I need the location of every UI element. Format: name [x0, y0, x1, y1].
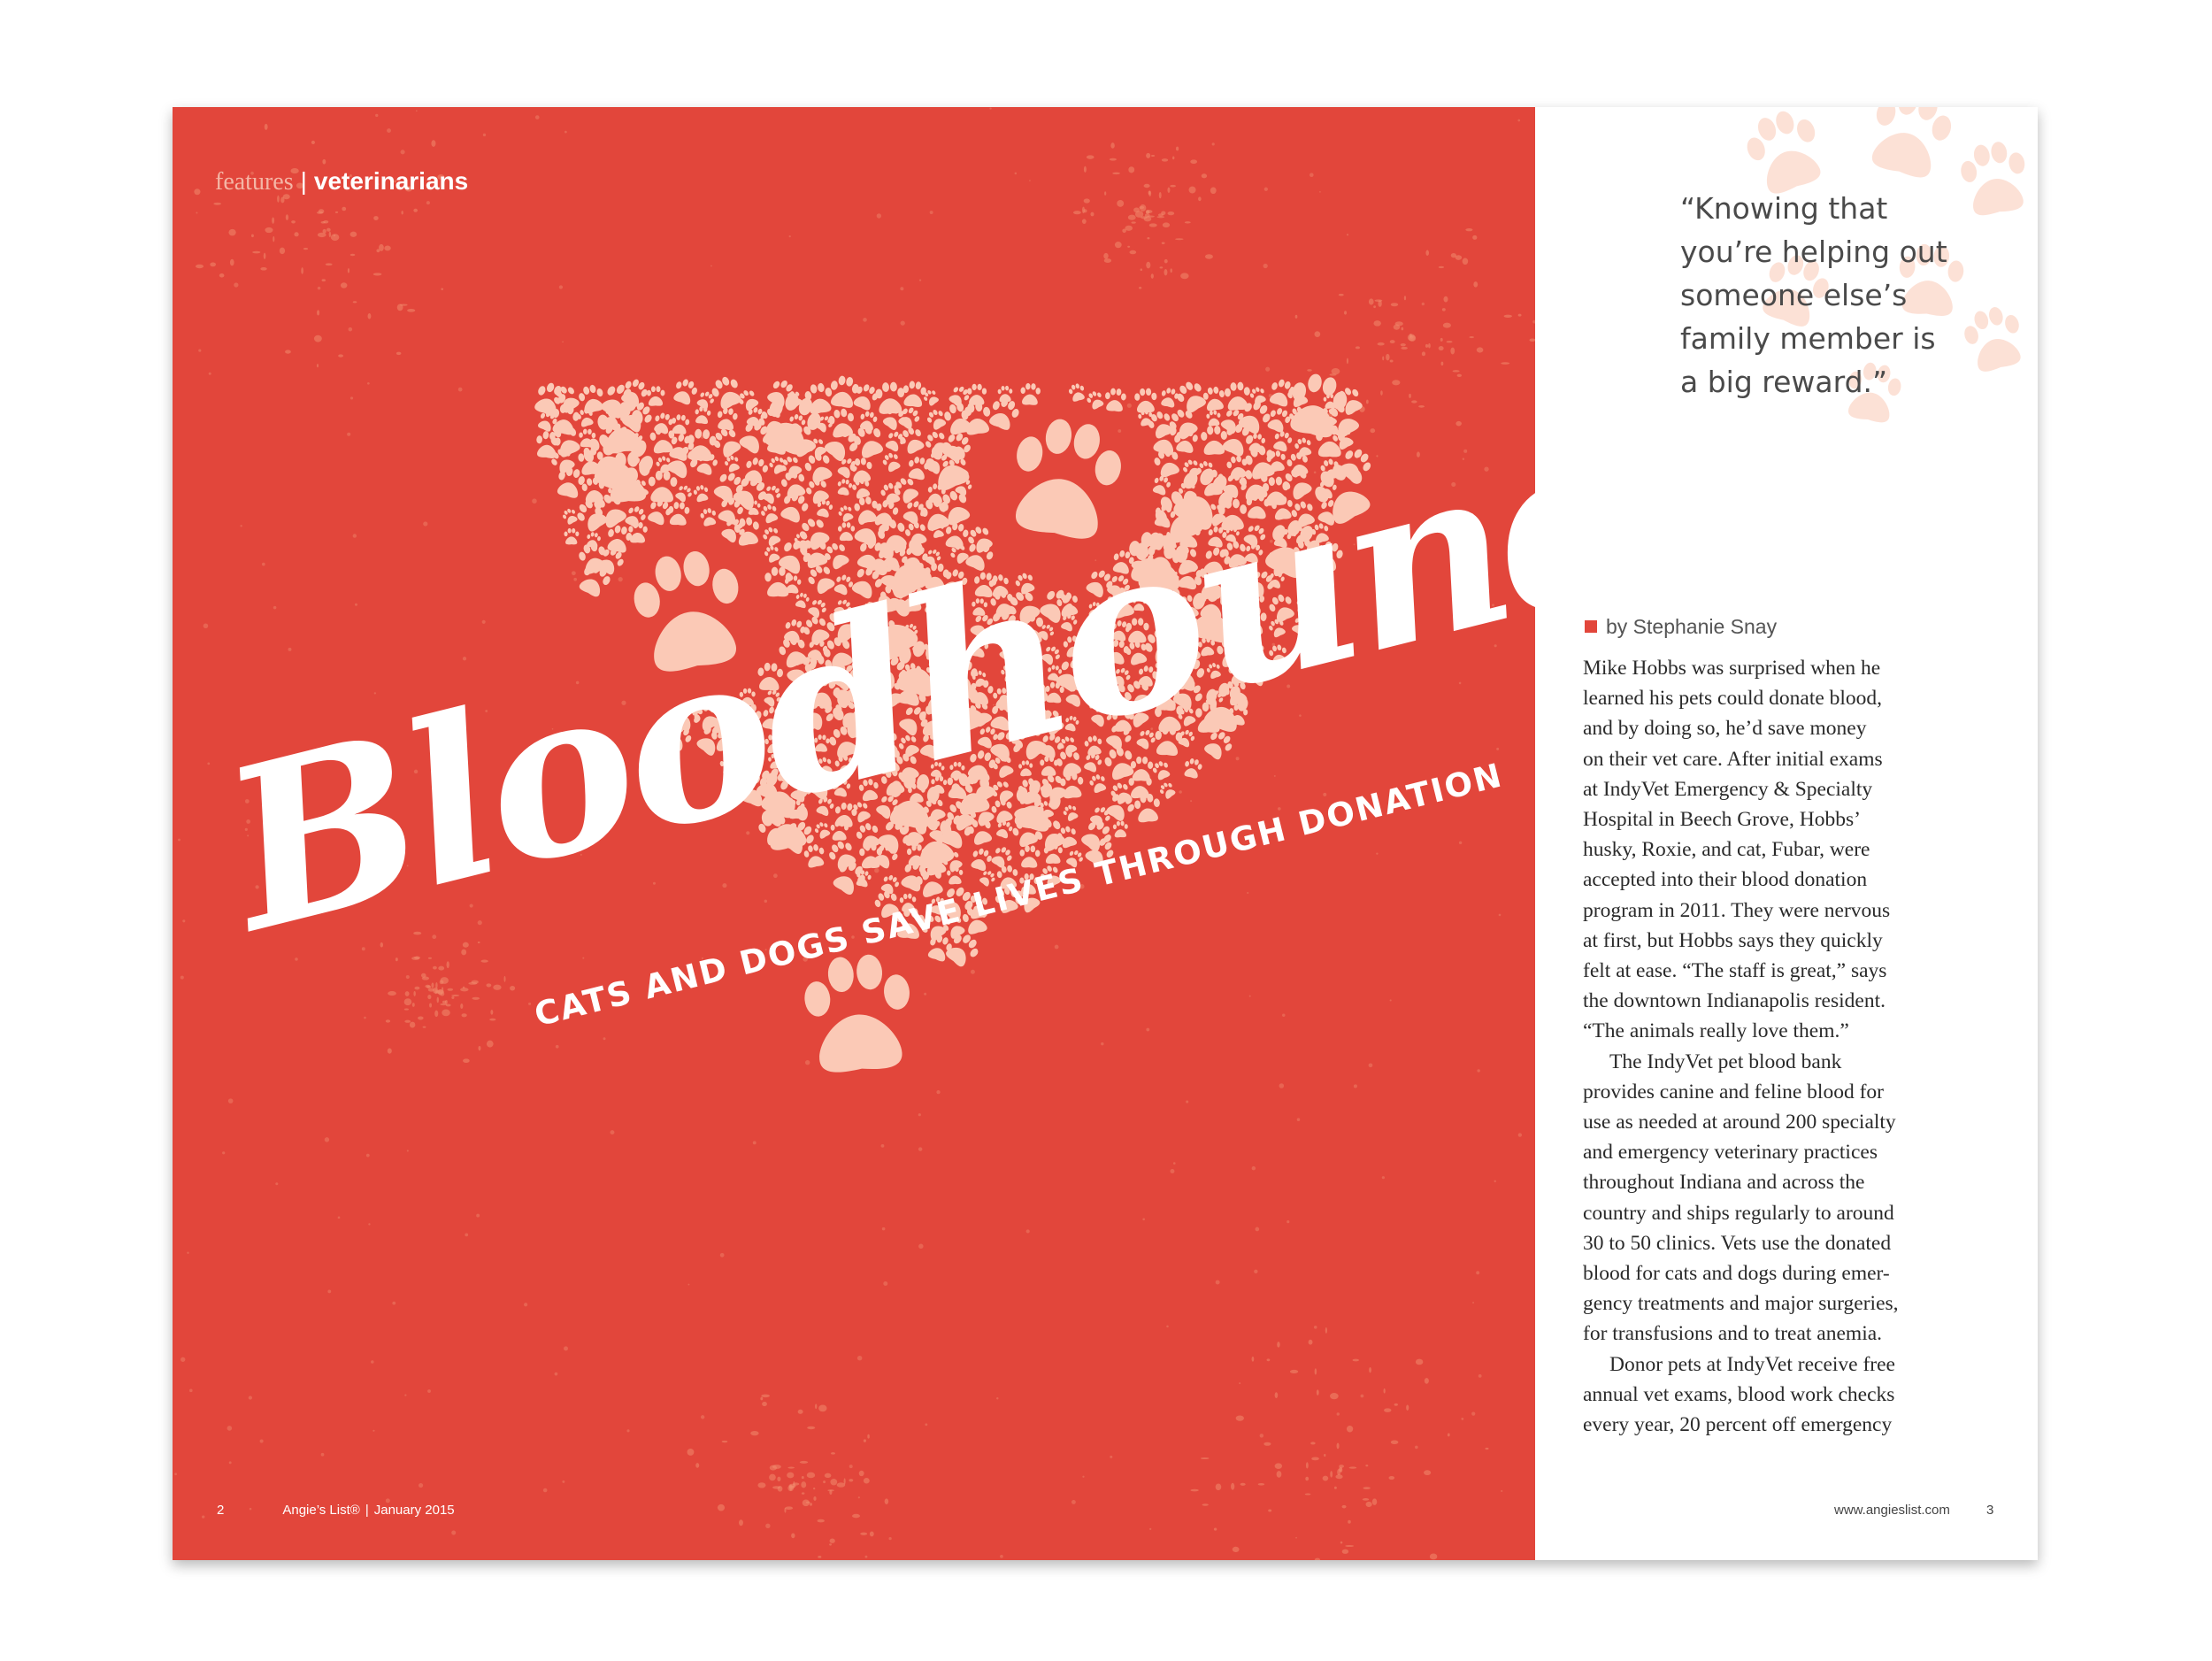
article-paragraph: The IndyVet pet blood bank provides canine and feline blood for use as needed at around 200 specialty and emergency veterinary practices throughout Indiana and across the country and ships regularly to around 30 to 50 clinics. Vets use the donated blood for cats and dogs during emer- gency treatments and major surgeries, for transfusions and to treat anemia.: [1583, 1050, 1899, 1346]
byline-text: by Stephanie Snay: [1606, 615, 1778, 638]
byline-marker-icon: [1585, 620, 1597, 633]
footer-separator: |: [365, 1503, 369, 1518]
left-footer: [217, 1503, 455, 1518]
right-page-number: 3: [1986, 1503, 1994, 1518]
website-url: www.angieslist.com: [1834, 1503, 1950, 1518]
byline: [1585, 615, 1777, 639]
feature-title: Bloodhounds: [203, 348, 1535, 981]
section-topic: veterinarians: [313, 167, 469, 195]
article-body: [1583, 653, 1946, 1440]
pull-quote: “Knowing that you’re helping out someone else’s family member is a big reward.”: [1680, 191, 1947, 399]
article-paragraph: Mike Hobbs was surprised when he learned his pets could donate blood, and by doing so, he’d save money on their vet care. After initial exams at IndyVet Emergency & Specialty Hospital in Beech Grove, Hobbs’ husky, Roxie, and cat, Fubar, were accepted into their blood donation program in 2011. They were nervous at first, but Hobbs says they quickly felt at ease. “The staff is great,” says the downtown Indianapolis resident. “The animals really love them.”: [1583, 657, 1891, 1043]
issue-date: January 2015: [373, 1503, 455, 1518]
magazine-spread: [173, 107, 2038, 1560]
publication-name: Angie’s List®: [282, 1503, 360, 1518]
article-paragraph: Donor pets at IndyVet receive free annual vet exams, blood work checks every year, 20 percent off emergency: [1583, 1352, 1895, 1437]
section-name: features: [215, 168, 294, 196]
left-page-number: 2: [217, 1503, 225, 1518]
left-page: [173, 107, 1535, 1560]
right-page: [1535, 107, 2038, 1560]
feature-subtitle: CATS AND DOGS SAVE LIVES THROUGH DONATION: [530, 756, 1507, 1034]
section-separator: |: [300, 167, 307, 195]
